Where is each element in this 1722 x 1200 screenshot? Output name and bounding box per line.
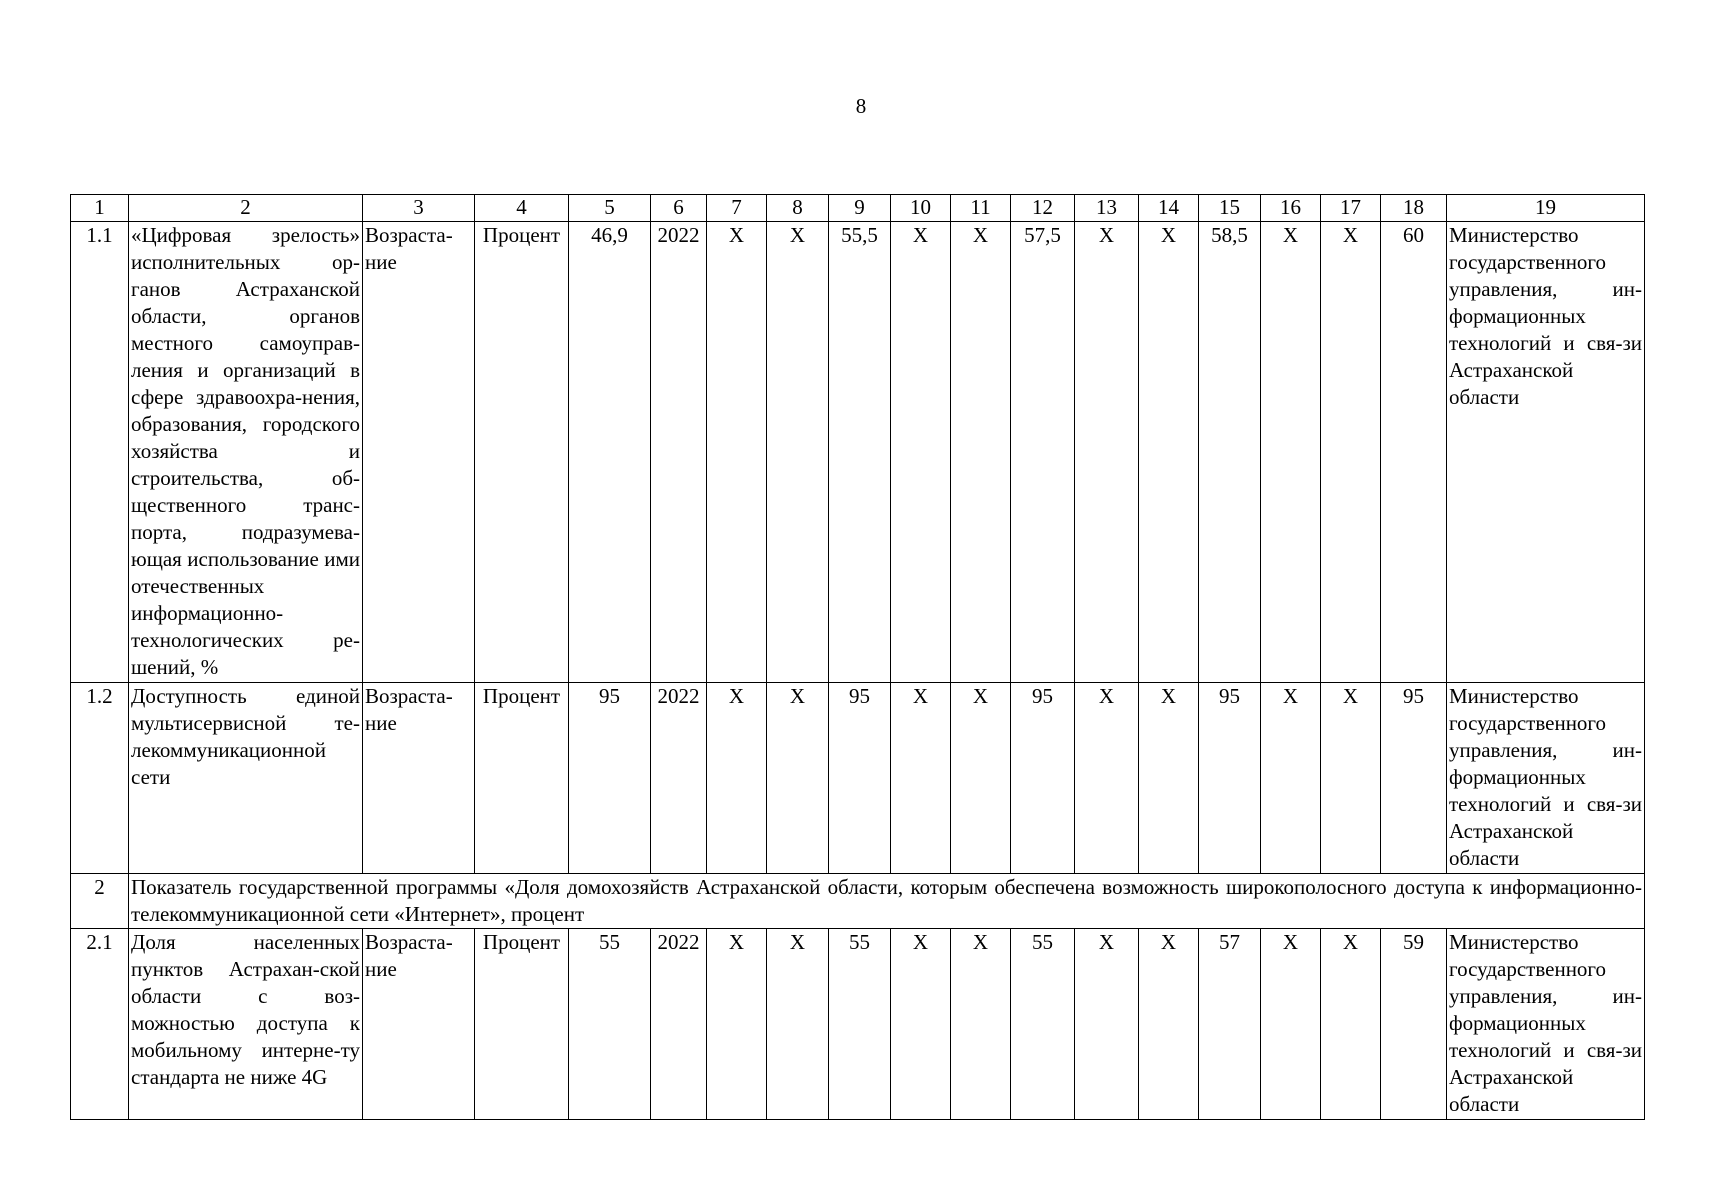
column-header: 15 (1199, 195, 1261, 222)
value-cell: Х (1321, 222, 1381, 683)
indicator-type: Возраста-ние (363, 929, 475, 1120)
column-header: 1 (71, 195, 129, 222)
column-header: 3 (363, 195, 475, 222)
base-year: 2022 (651, 683, 707, 874)
value-cell: Х (891, 929, 951, 1120)
row-number: 1.1 (71, 222, 129, 683)
value-cell: Х (1139, 929, 1199, 1120)
value-cell: 95 (829, 683, 891, 874)
value-cell: 60 (1381, 222, 1447, 683)
column-number-row (71, 195, 1645, 222)
value-cell: Х (1139, 683, 1199, 874)
indicators-table (70, 194, 1645, 1120)
responsible-executor: Министерство государственного управления, ин-формационных технологий и свя-зи Астраханской области (1447, 683, 1645, 874)
base-value: 55 (569, 929, 651, 1120)
section-number: 2 (71, 874, 129, 929)
base-year: 2022 (651, 929, 707, 1120)
column-header: 7 (707, 195, 767, 222)
value-cell: 57 (1199, 929, 1261, 1120)
value-cell: Х (767, 929, 829, 1120)
value-cell: Х (767, 683, 829, 874)
row-number: 1.2 (71, 683, 129, 874)
indicator-type: Возраста-ние (363, 683, 475, 874)
value-cell: Х (707, 683, 767, 874)
value-cell: 55 (829, 929, 891, 1120)
value-cell: 57,5 (1011, 222, 1075, 683)
value-cell: Х (951, 929, 1011, 1120)
section-title: Показатель государственной программы «Доля домохозяйств Астраханской области, которым обеспечена возможность широкополосного доступа к информационно-телекоммуникационной сети «Интернет», процент (129, 874, 1645, 929)
column-header: 14 (1139, 195, 1199, 222)
value-cell: Х (1075, 683, 1139, 874)
value-cell: Х (951, 222, 1011, 683)
base-year: 2022 (651, 222, 707, 683)
value-cell: 55 (1011, 929, 1075, 1120)
unit: Процент (475, 683, 569, 874)
column-header: 19 (1447, 195, 1645, 222)
indicator-name: «Цифровая зрелость» исполнительных ор-ганов Астраханской области, органов местного самоуправ-ления и организаций в сфере здравоохра-нения, образования, городского хозяйства и строительства, об-щественного транс-порта, подразумева-ющая использование ими отечественных информационно-технологических ре-шений, % (129, 222, 363, 683)
value-cell: Х (891, 683, 951, 874)
column-header: 10 (891, 195, 951, 222)
value-cell: 55,5 (829, 222, 891, 683)
column-header: 16 (1261, 195, 1321, 222)
section-row (71, 874, 1645, 929)
base-value: 95 (569, 683, 651, 874)
column-header: 17 (1321, 195, 1381, 222)
row-number: 2.1 (71, 929, 129, 1120)
value-cell: Х (1321, 683, 1381, 874)
column-header: 6 (651, 195, 707, 222)
column-header: 9 (829, 195, 891, 222)
column-header: 4 (475, 195, 569, 222)
unit: Процент (475, 222, 569, 683)
responsible-executor: Министерство государственного управления, ин-формационных технологий и свя-зи Астраханской области (1447, 222, 1645, 683)
value-cell: Х (1261, 683, 1321, 874)
column-header: 8 (767, 195, 829, 222)
page-number: 8 (855, 94, 867, 118)
table-row (71, 929, 1645, 1120)
value-cell: Х (707, 222, 767, 683)
value-cell: 95 (1011, 683, 1075, 874)
value-cell: Х (1139, 222, 1199, 683)
value-cell: Х (1261, 222, 1321, 683)
value-cell: Х (891, 222, 951, 683)
column-header: 2 (129, 195, 363, 222)
column-header: 5 (569, 195, 651, 222)
value-cell: Х (1321, 929, 1381, 1120)
value-cell: 95 (1381, 683, 1447, 874)
indicator-name: Доступность единой мультисервисной те-лекоммуникационной сети (129, 683, 363, 874)
value-cell: 95 (1199, 683, 1261, 874)
base-value: 46,9 (569, 222, 651, 683)
table-row (71, 222, 1645, 683)
value-cell: Х (767, 222, 829, 683)
column-header: 13 (1075, 195, 1139, 222)
column-header: 18 (1381, 195, 1447, 222)
value-cell: Х (1261, 929, 1321, 1120)
value-cell: Х (1075, 222, 1139, 683)
value-cell: 59 (1381, 929, 1447, 1120)
value-cell: Х (707, 929, 767, 1120)
unit: Процент (475, 929, 569, 1120)
column-header: 12 (1011, 195, 1075, 222)
responsible-executor: Министерство государственного управления, ин-формационных технологий и свя-зи Астраханской области (1447, 929, 1645, 1120)
value-cell: 58,5 (1199, 222, 1261, 683)
value-cell: Х (951, 683, 1011, 874)
column-header: 11 (951, 195, 1011, 222)
indicator-type: Возраста-ние (363, 222, 475, 683)
table-row (71, 683, 1645, 874)
indicator-name: Доля населенных пунктов Астрахан-ской области с воз-можностью доступа к мобильному интерне-ту стандарта не ниже 4G (129, 929, 363, 1120)
value-cell: Х (1075, 929, 1139, 1120)
